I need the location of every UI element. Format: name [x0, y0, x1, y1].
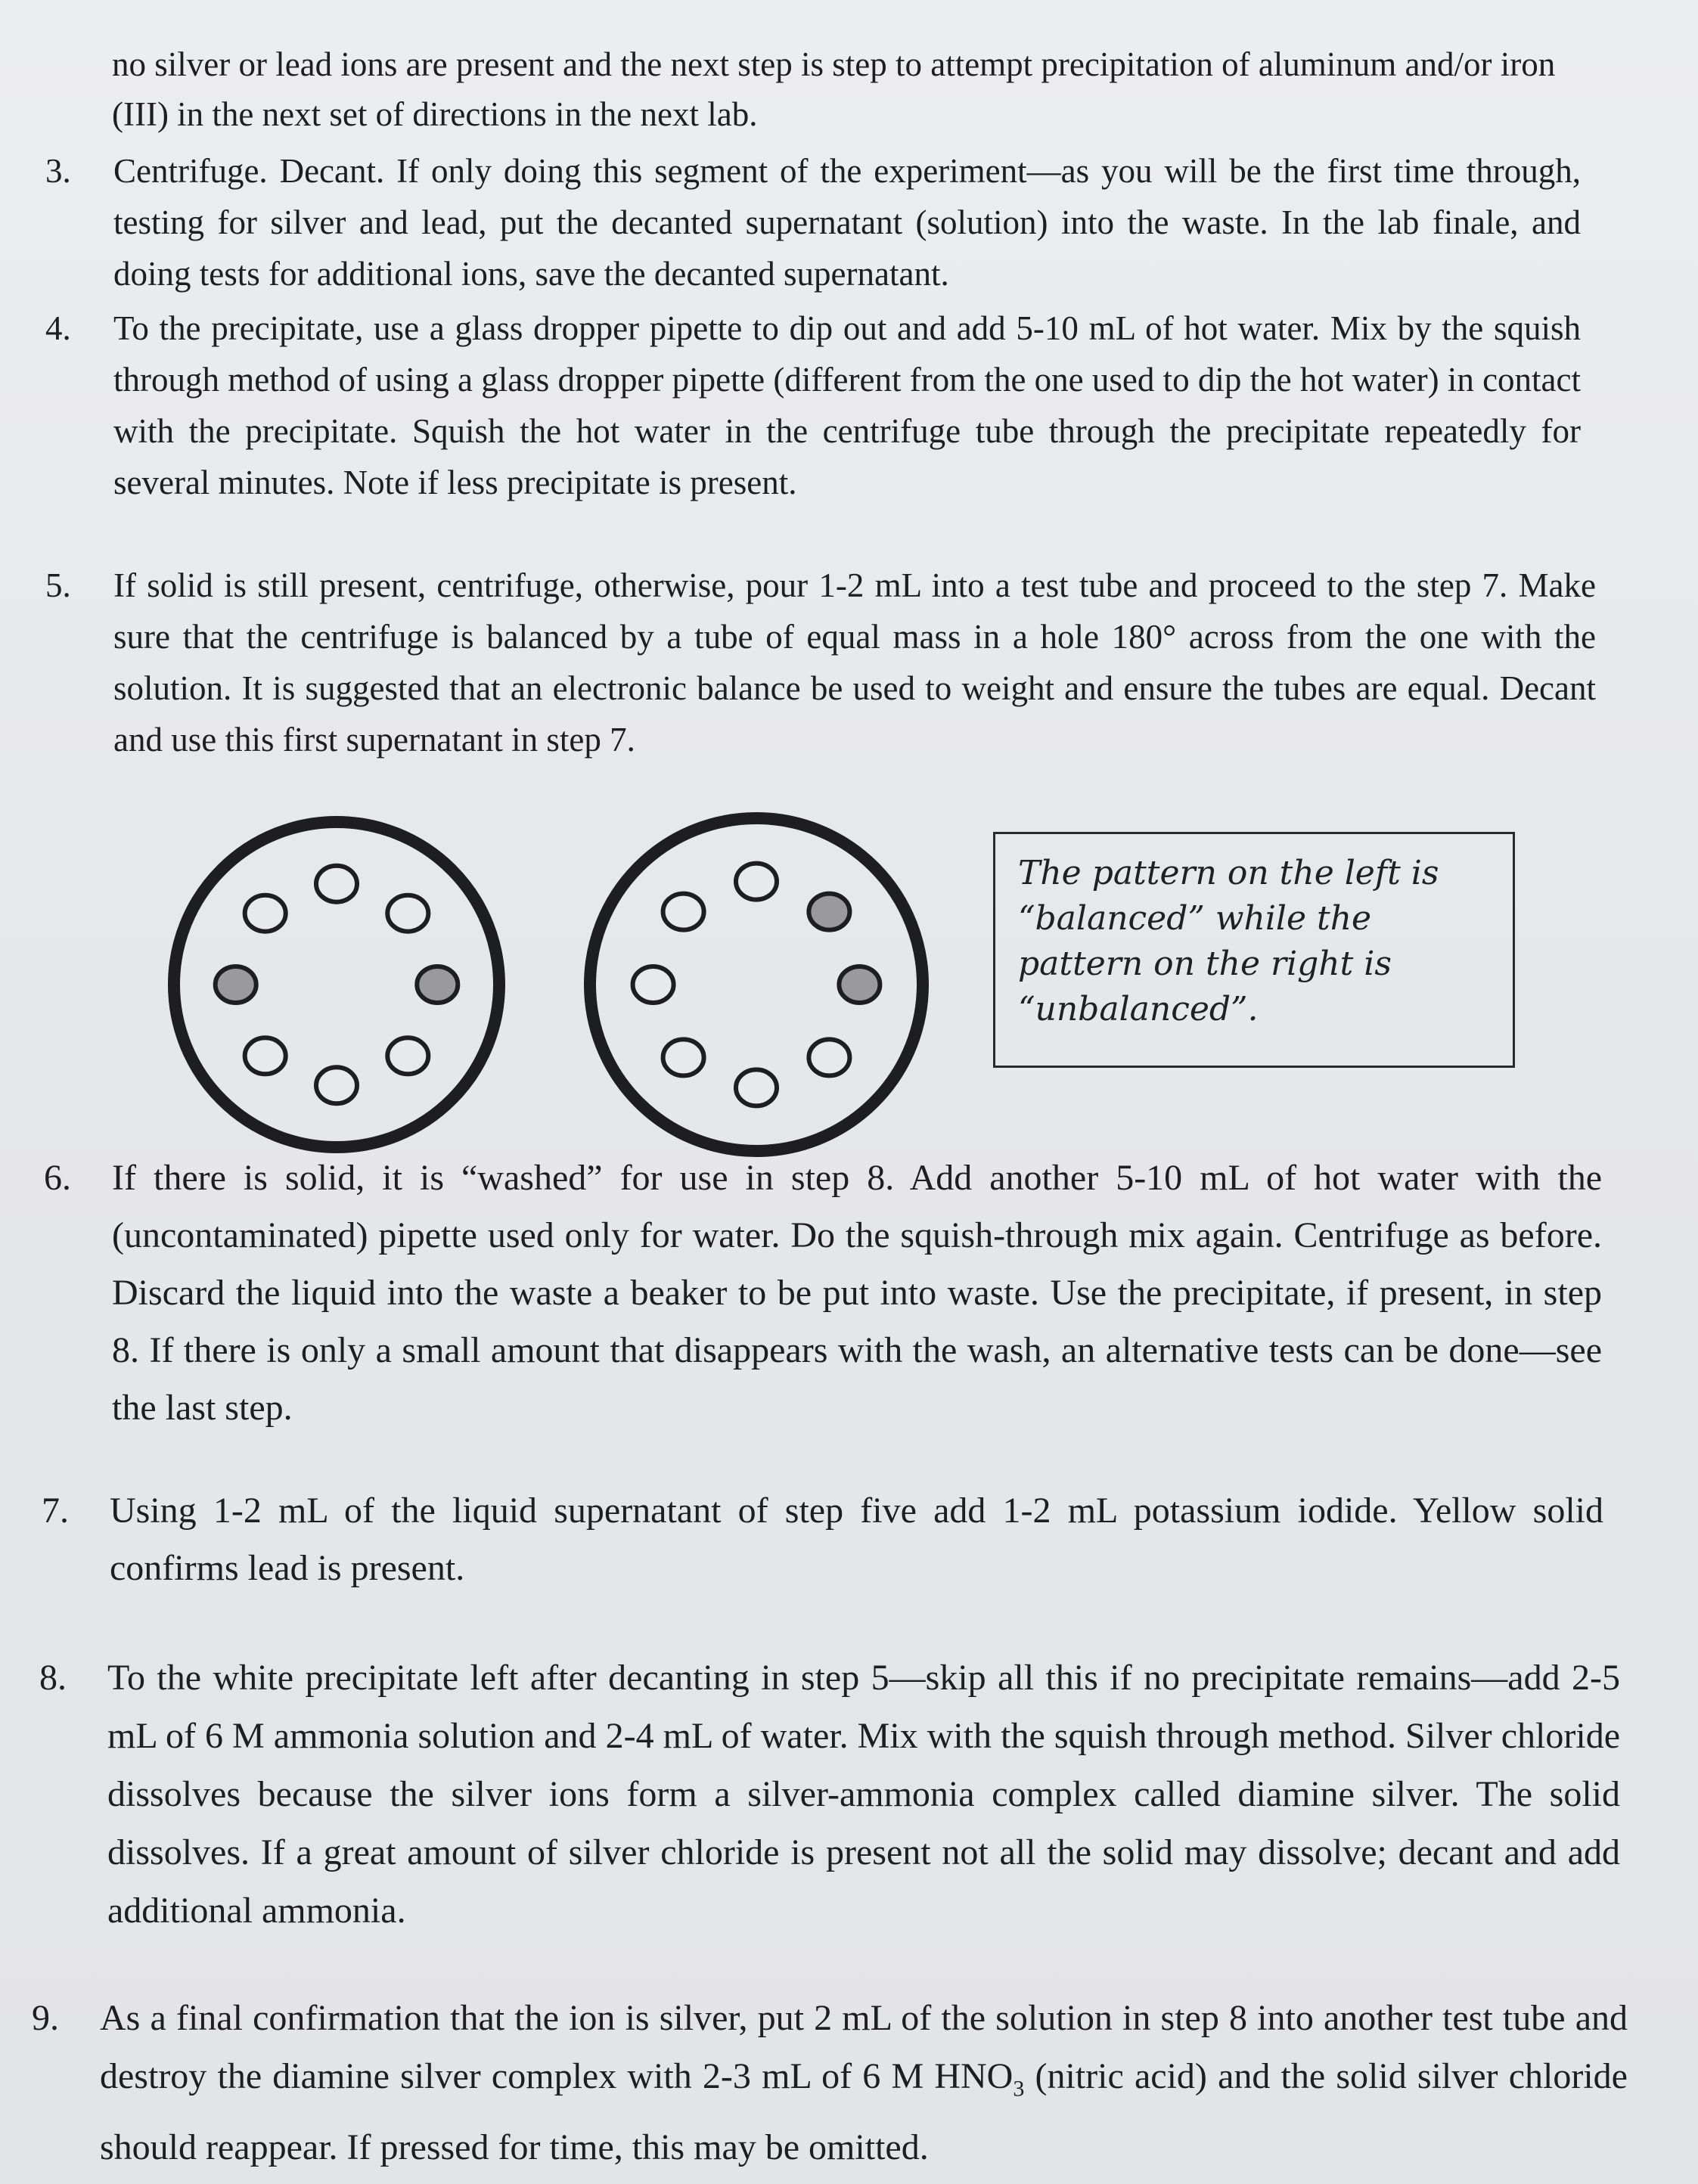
empty-tube-hole	[736, 864, 777, 900]
empty-tube-hole	[663, 1039, 704, 1075]
step-text: If solid is still present, centrifuge, otherwise, pour 1-2 mL into a test tube and proceed to the step 7. Make sure that the centrifuge is balanced by a tube of equal mass in a hole 180° across from the one with the solution. It is suggested that an electronic balance be used to weight and ensure the tubes are equal. Decant and use this first supernatant in step 7.	[113, 566, 1596, 759]
step-6	[44, 1149, 1602, 1437]
step-number: 7.	[42, 1491, 69, 1531]
step-5	[45, 560, 1596, 765]
empty-tube-hole	[316, 1067, 357, 1103]
step-number: 4.	[45, 309, 71, 347]
empty-tube-hole	[809, 1039, 849, 1075]
centrifuge-rotor-diagram	[163, 803, 934, 1166]
step-9	[32, 1989, 1628, 2176]
step-8	[39, 1649, 1620, 1940]
filled-tube-hole	[216, 966, 256, 1003]
empty-tube-hole	[245, 895, 286, 932]
step-number: 6.	[44, 1158, 71, 1198]
step-number: 5.	[45, 566, 71, 604]
step-text: If there is solid, it is “washed” for use in step 8. Add another 5-10 mL of hot water with the (uncontaminated) pipette used only for water. Do the squish-through mix again. Centrifuge as before. Discard the liquid into the waste a beaker to be put into waste. Use the precipitate, if present, in step 8. If there is only a small amount that disappears with the wash, an alternative tests can be done—see the last step.	[112, 1158, 1602, 1428]
empty-tube-hole	[663, 894, 704, 930]
empty-tube-hole	[387, 895, 428, 932]
empty-tube-hole	[633, 966, 674, 1003]
empty-tube-hole	[245, 1038, 286, 1074]
step-4	[45, 302, 1581, 508]
diagram-caption-box: The pattern on the left is “balanced” while the pattern on the right is “unbalanced”.	[993, 832, 1515, 1068]
filled-tube-hole	[839, 966, 880, 1003]
unbalanced-rotor	[590, 818, 923, 1151]
empty-tube-hole	[736, 1069, 777, 1106]
step-3	[45, 145, 1581, 299]
step-text: To the precipitate, use a glass dropper pipette to dip out and add 5-10 mL of hot water. Mix by the squish through method of using a glass dropper pipette (different from the one used to dip the hot water) in contact with the precipitate. Squish the hot water in the centrifuge tube through the precipitate repeatedly for several minutes. Note if less precipitate is present.	[113, 309, 1581, 501]
empty-tube-hole	[387, 1038, 428, 1074]
filled-tube-hole	[809, 894, 849, 930]
step-number: 9.	[32, 1998, 59, 2038]
filled-tube-hole	[417, 966, 458, 1003]
step-text: To the white precipitate left after decanting in step 5—skip all this if no precipitate remains—add 2-5 mL of 6 M ammonia solution and 2-4 mL of water. Mix with the squish through method. Silver chloride dissolves because the silver ions form a silver-ammonia complex called diamine silver. The solid dissolves. If a great amount of silver chloride is present not all the solid may dissolve; decant and add additional ammonia.	[107, 1658, 1620, 1931]
step-text: As a final confirmation that the ion is silver, put 2 mL of the solution in step 8 into another test tube and destroy the diamine silver complex with 2-3 mL of 6 M $HNO_3$ (nitric acid) and the solid silver chloride should reappear. If pressed for time, this may be omitted.	[100, 1998, 1628, 2167]
step-number: 8.	[39, 1658, 67, 1698]
step-7	[42, 1482, 1603, 1597]
empty-tube-hole	[316, 866, 357, 902]
step-text: Using 1-2 mL of the liquid supernatant of step five add 1-2 mL potassium iodide. Yellow solid confirms lead is present.	[110, 1491, 1603, 1588]
continued-paragraph: no silver or lead ions are present and the next step is step to attempt precipitation of aluminum and/or iron (III) in the next set of directions in the next lab.	[112, 45, 1556, 133]
step-text: Centrifuge. Decant. If only doing this segment of the experiment—as you will be the first time through, testing for silver and lead, put the decanted supernatant (solution) into the waste. In the lab finale, and doing tests for additional ions, save the decanted supernatant.	[113, 152, 1581, 293]
step-number: 3.	[45, 152, 71, 190]
balanced-rotor	[174, 822, 499, 1147]
